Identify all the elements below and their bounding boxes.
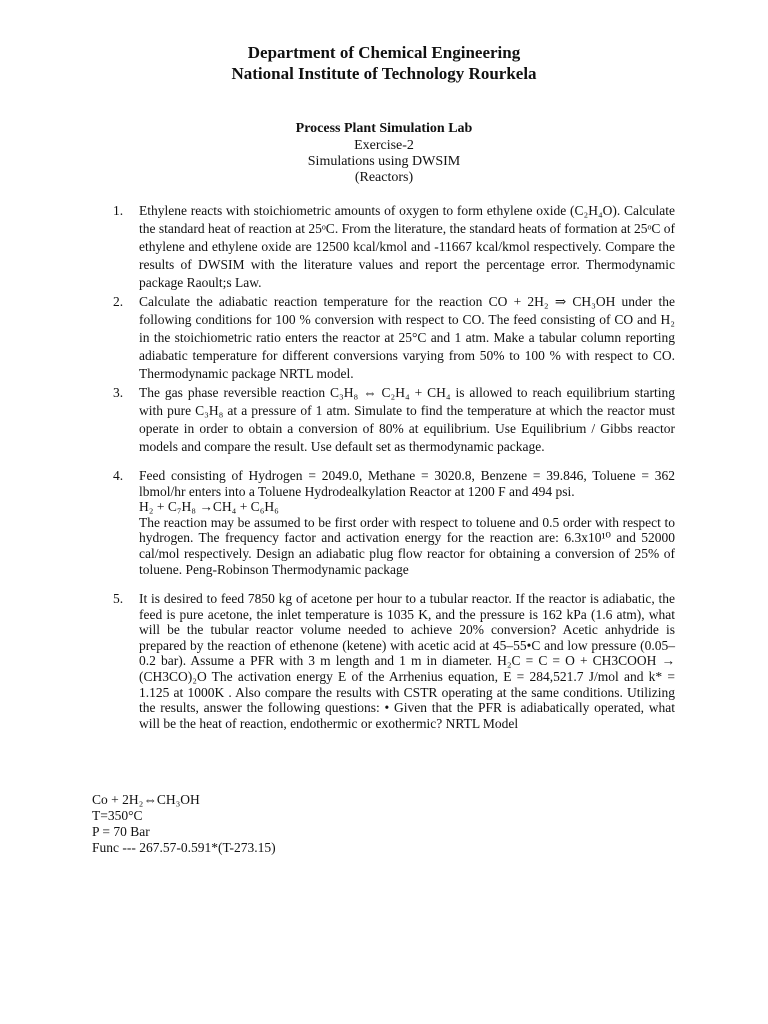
question-number: 2. (113, 294, 124, 309)
question-2 (113, 293, 675, 383)
topic-title: Simulations using DWSIM (307, 154, 461, 169)
question-text: Calculate the adiabatic reaction temperature for the reaction CO + 2H₂ ⇒ CH₃OH under the following conditions for 100 % conversion with respect to CO. The feed consisting of CO and H₂ in the stoichiometric ratio enters the reactor at 25°C and 1 atm. Make a tabular column reporting adiabatic temperature for different conversions varying from 50% to 100 % with respect to CO. Thermodynamic package NRTL model. (139, 294, 675, 381)
note-function: Func --- 267.57-0.591*(T-273.15) (92, 840, 276, 855)
question-text-part-b: The reaction may be assumed to be first order with respect to toluene and 0.5 order with respect to hydrogen. The frequency factor and activation energy for the reaction are: 6.3x10¹⁰ and 52000 cal/mol respectively. Design an adiabatic plug flow reactor for obtaining a conversion of 25% of toluene. Peng-Robinson Thermodynamic package (139, 514, 675, 577)
handwritten-notes (92, 792, 276, 856)
institute-title: National Institute of Technology Rourkela (231, 64, 537, 83)
question-number: 1. (113, 203, 124, 218)
question-number: 4. (113, 468, 124, 483)
question-text (139, 468, 675, 577)
note-reaction: Co + 2H₂⇔CH₃OH (92, 792, 200, 807)
question-4 (113, 468, 675, 577)
question-text-part-a: Feed consisting of Hydrogen = 2049.0, Methane = 3020.8, Benzene = 39.846, Toluene = 362 lbmol/hr enters into a Toluene Hydrodealkylation Reactor at 1200 F and 494 psi. (139, 468, 675, 499)
question-number: 5. (113, 591, 124, 606)
question-1 (113, 202, 675, 292)
note-temperature: T=350°C (92, 808, 143, 823)
question-5 (113, 591, 675, 731)
reaction-equation: H₂ + C₇H₈ →CH₄ + C₆H₆ (139, 499, 279, 515)
question-3 (113, 384, 675, 456)
note-pressure: P = 70 Bar (92, 824, 150, 839)
subtopic-title: (Reactors) (354, 170, 414, 185)
department-title: Department of Chemical Engineering (247, 43, 521, 62)
question-text: The gas phase reversible reaction C₃H₈ ⇔ C₂H₄ + CH₄ is allowed to reach equilibrium starting with pure C₃H₈ at a pressure of 1 atm. Simulate to find the temperature at which the reactor must operate in order to obtain a conversion of 80% at equilibrium. Use Equilibrium / Gibbs reactor models and compare the result. Use default set as thermodynamic package. (139, 385, 675, 454)
question-text: It is desired to feed 7850 kg of acetone per hour to a tubular reactor. If the reactor is adiabatic, the feed is pure acetone, the inlet temperature is 1035 K, and the pressure is 162 kPa (1.6 atm), what will be the tubular reactor volume needed to achieve 20% conversion? Acetic anhydride is prepared by the reaction of ethenone (ketene) with acetic acid at 45–55•C and low pressure (0.05–0.2 bar). Assume a PFR with 3 m length and 1 m in diameter. H₂C = C = O + CH3COOH → (CH3CO)₂O The activation energy E of the Arrhenius equation, E = 284,521.7 J/mol and k* = 1.125 at 1000K . Also compare the results with CSTR operating at the same conditions. Utilizing the results, answer the following questions: • Given that the PFR is adiabatically operated, what will be the heat of reaction, endothermic or exothermic? NRTL Model (139, 591, 675, 731)
exercise-title: Exercise-2 (354, 138, 414, 153)
question-number: 3. (113, 385, 124, 400)
lab-title: Process Plant Simulation Lab (295, 121, 473, 136)
question-text: Ethylene reacts with stoichiometric amounts of oxygen to form ethylene oxide (C₂H₄O). Calculate the standard heat of reaction at 25ᵒC. From the literature, the standard heats of formation at 25ᵒC of ethylene and ethylene oxide are 12500 kcal/kmol and -11667 kcal/kmol respectively. Compare the results of DWSIM with the literature values and report the percentage error. Thermodynamic package Raoult;s Law. (139, 203, 675, 290)
